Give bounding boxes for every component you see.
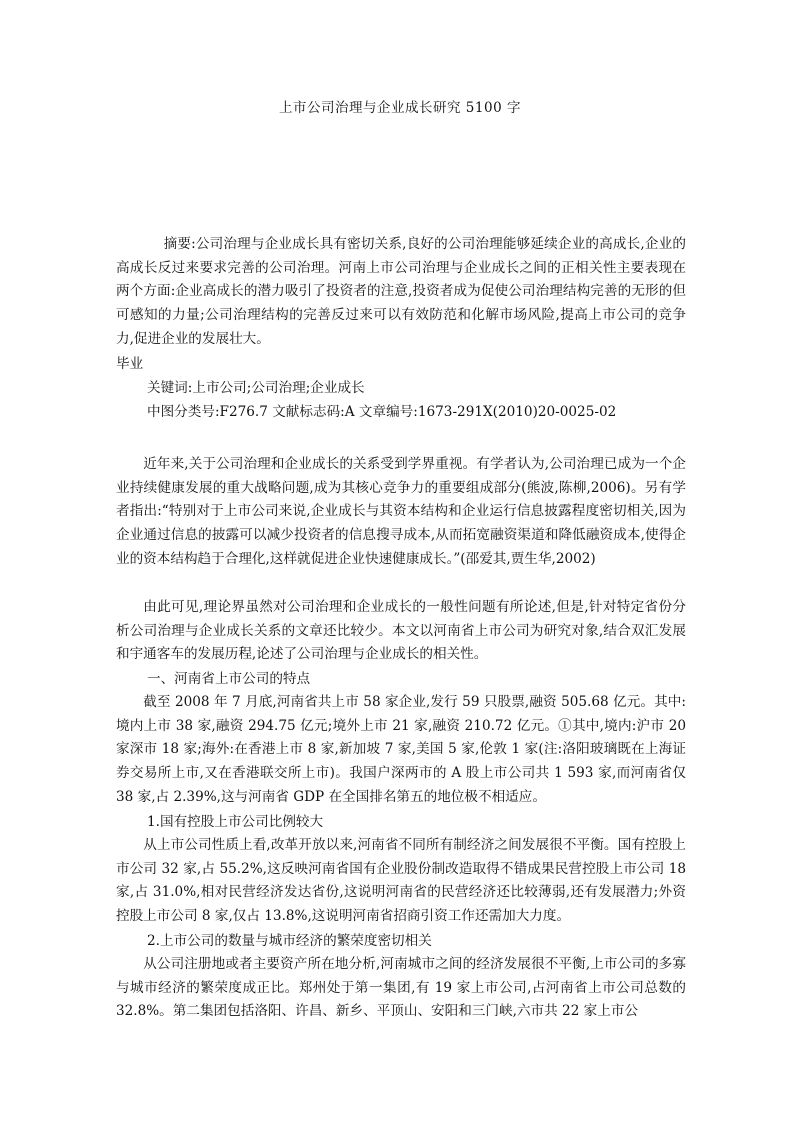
section-heading-1-2: 2.上市公司的数量与城市经济的繁荣度密切相关 — [147, 933, 432, 949]
abstract-paragraph: 摘要:公司治理与企业成长具有密切关系,良好的公司治理能够延续企业的高成长,企业的高成长反过来要求完善的公司治理。河南上市公司治理与企业成长之间的正相关性主要表现在两个方面:企业高成长的潜力吸引了投资者的注意,投资者成为促使公司治理结构完善的无形的但可感知的力量;公司治理结构的完善反过来可以有效防范和化解市场风险,提高上市公司的竞争力,促进企业的发展壮大。 — [116, 236, 686, 347]
city-economy-paragraph: 从公司注册地或者主要资产所在地分析,河南城市之间的经济发展很不平衡,上市公司的多寡与城市经济的繁荣度成正比。郑州处于第一集团,有 19 家上市公司,占河南省上市公司总数的 32.8%。第二集团包括洛阳、许昌、新乡、平顶山、安阳和三门峡,六市共 22 家上市公 — [116, 956, 686, 1020]
biye-label: 毕业 — [116, 356, 144, 372]
section-heading-1: 一、河南省上市公司的特点 — [147, 671, 311, 687]
keywords-line: 关键词:上市公司;公司治理;企业成长 — [147, 380, 365, 396]
listing-stats-paragraph: 截至 2008 年 7 月底,河南省共上市 58 家企业,发行 59 只股票,融资 505.68 亿元。其中:境内上市 38 家,融资 294.75 亿元;境外上市 21 家,融资 210.72 亿元。①其中,境内:沪市 20 家深市 18 家;海外:在香港上市 8 家,新加坡 7 家,美国 5 家,伦敦 1 家(注:洛阳玻璃既在上海证券交易所上市,又在香港联交所上市)。我国户深两市的 A 股上市公司共 1 593 家,而河南省仅 38 家,占 2.39%,这与河南省 GDP 在全国排名第五的地位极不相适应。 — [116, 694, 686, 805]
classification-line: 中图分类号:F276.7 文献标志码:A 文章编号:1673-291X(2010)20-0025-02 — [147, 404, 617, 420]
section-heading-1-1: 1.国有控股上市公司比例较大 — [147, 814, 324, 830]
summary-paragraph: 由此可见,理论界虽然对公司治理和企业成长的一般性问题有所论述,但是,针对特定省份分析公司治理与企业成长关系的文章还比较少。本文以河南省上市公司为研究对象,结合双汇发展和宇通客车的发展历程,论述了公司治理与企业成长的相关性。 — [116, 599, 686, 663]
page-title: 上市公司治理与企业成长研究 5100 字 — [279, 100, 521, 116]
intro-paragraph: 近年来,关于公司治理和企业成长的关系受到学界重视。有学者认为,公司治理已成为一个企业持续健康发展的重大战略问题,成为其核心竞争力的重要组成部分(熊波,陈柳,2006)。另有学者指出:“特别对于上市公司来说,企业成长与其资本结构和企业运行信息披露程度密切相关,因为企业通过信息的披露可以减少投资者的信息搜寻成本,从而拓宽融资渠道和降低融资成本,使得企业的资本结构趋于合理化,这样就促进企业快速健康成长。”(邵爱其,贾生华,2002) — [116, 456, 686, 567]
state-owned-paragraph: 从上市公司性质上看,改革开放以来,河南省不同所有制经济之间发展很不平衡。国有控股上市公司 32 家,占 55.2%,这反映河南省国有企业股份制改造取得不错成果民营控股上市公司 18 家,占 31.0%,相对民营经济发达省份,这说明河南省的民营经济还比较薄弱,还有发展潜力;外资控股上市公司 8 家,仅占 13.8%,这说明河南省招商引资工作还需加大力度。 — [116, 837, 686, 925]
